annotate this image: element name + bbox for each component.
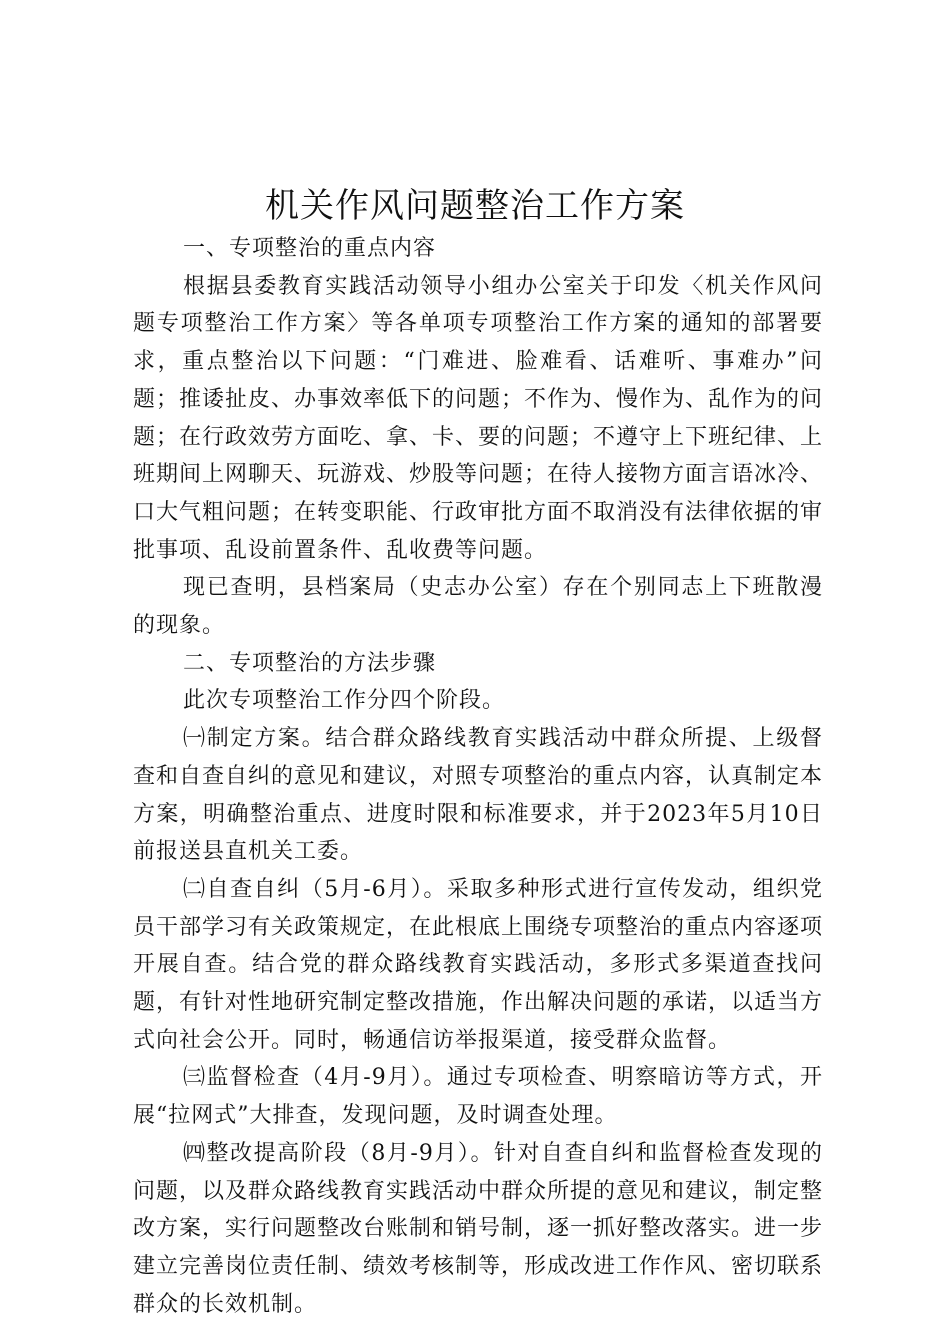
paragraph-stage-3: ㈢监督检查（4月-9月）。通过专项检查、明察暗访等方式，开展“拉网式”大排查，发现问题，及时调查处理。 — [133, 1065, 823, 1129]
section-heading-2: 二、专项整治的方法步骤 — [183, 650, 437, 676]
paragraph: 根据县委教育实践活动领导小组办公室关于印发〈机关作风问题专项整治工作方案〉等各单项专项整治工作方案的通知的部署要求，重点整治以下问题：“门难进、脸难看、话难听、事难办”问题；推诿扯皮、办事效率低下的问题；不作为、慢作为、乱作为的问题；在行政效劳方面吃、拿、卡、要的问题；不遵守上下班纪律、上班期间上网聊天、玩游戏、炒股等问题；在待人接物方面言语冰冷、口大气粗问题；在转变职能、行政审批方面不取消没有法律依据的审批事项、乱设前置条件、乱收费等问题。 — [133, 273, 824, 563]
paragraph: 现已查明，县档案局（史志办公室）存在个别同志上下班散漫的现象。 — [133, 575, 823, 639]
page-title: 机关作风问题整治工作方案 — [265, 186, 685, 226]
paragraph: 此次专项整治工作分四个阶段。 — [183, 688, 506, 714]
document-body — [133, 230, 823, 1323]
section-heading-1: 一、专项整治的重点内容 — [183, 236, 437, 261]
paragraph-stage-4: ㈣整改提高阶段（8月-9月）。针对自查自纠和监督检查发现的问题，以及群众路线教育实践活动中群众所提的意见和建议，制定整改方案，实行问题整改台账制和销号制，逐一抓好整改落实。进一步建立完善岗位责任制、绩效考核制等，形成改进工作作风、密切联系群众的长效机制。 — [133, 1140, 824, 1317]
paragraph-stage-1: ㈠制定方案。结合群众路线教育实践活动中群众所提、上级督查和自查自纠的意见和建议，对照专项整治的重点内容，认真制定本方案，明确整治重点、进度时限和标准要求，并于2023年5月10日前报送县直机关工委。 — [133, 726, 824, 865]
paragraph-stage-2: ㈡自查自纠（5月-6月）。采取多种形式进行宣传发动，组织党员干部学习有关政策规定，在此根底上围绕专项整治的重点内容逐项开展自查。结合党的群众路线教育实践活动，多形式多渠道查找问题，有针对性地研究制定整改措施，作出解决问题的承诺，以适当方式向社会公开。同时，畅通信访举报渠道，接受群众监督。 — [133, 876, 824, 1053]
